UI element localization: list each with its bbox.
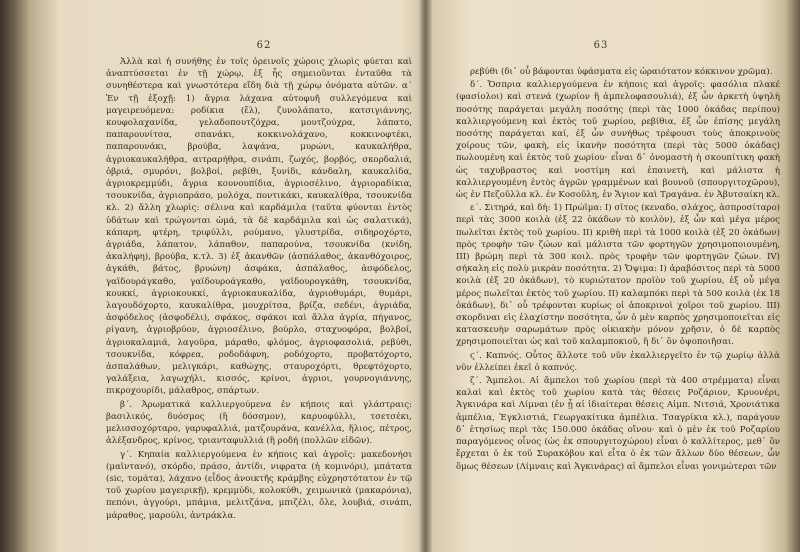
left-page-text: [106, 56, 412, 522]
paragraph: δ΄. Ὄσπρια καλλιεργούμενα ἐν κήποις καὶ ἀγροῖς: φασόλια πλακέ (φασίολοι) καὶ στενά (χωρίον ἢ ἀμπελοφασουλιά), ἐξ ὧν ἀρκετὴ ὑψηλὴ ποσότης παράγεται μεγάλη ποσότης (περὶ τὰς 1000 ὀκάδας περίπου) καλλιεργούμενη καὶ ἐκτὸς τοῦ χωρίου, ρεβίθια, ἐξ ὧν ἐπίσης μεγάλη ποσότης παράγεται καί, ἐξ ὧν συνήθως τρέφουσι τοὺς ἀποκρινοὺς χοίρους τῶν, φακὴ, εἰς ἱκανὴν ποσότητα (περὶ τὰς 5000 ὀκάδας) πωλουμένη καὶ ἐκτὸς τοῦ χωρίου· εἶναι δ᾽ ὀνομαστὴ ἡ σκουπίτικη φακὴ ὡς ταχυβραστος καὶ νοστίμη καὶ ἐπαινετὴ, καὶ μάλιστα ἡ καλλιεργουμένη ἐντὸς ἀγρῶν γραμμένων καὶ βουνοῦ (σπουργιτοχῶρου), ὡς ἐν Πεζοῦλλα κλ. ἐν Κοσοῦλη, ἐν Ἄγιον καὶ Τραγάνα. ἐν Ἀβυτσαίκη κλ.: [456, 80, 780, 201]
book-spine: [420, 0, 432, 552]
left-page: [40, 0, 420, 552]
right-page-text: [456, 66, 780, 473]
page-number-left: 62: [256, 40, 272, 51]
paragraph: ε΄. Σιτηρά, καὶ δὴ: 1) Πρώϊμα: Ι) σῖτος (κεναδο, σλάχος, ἀσπροσίταρο) περὶ τὰς 3000 κοιλὰ (ἐξ 22 ὀκάδων τὸ κοιλὸν), ἐξ ὧν καὶ μέγα μέρος πωλεῖται ἐκτὸς τοῦ χωρίου. II) κριθὴ περὶ τὰ 1000 κοιλὰ (ἐξ 20 ὀκάδων) πρὸς τροφὴν τῶν ζώων καὶ μάλιστα τῶν φορτηγῶν χρησιμοποιουμένη, III) βρώμη περὶ τὰ 300 κοιλ. πρὸς τροφὴν τῶν φορτηγῶν ζώων. IV) σήκαλη εἰς πολὺ μικρὰν ποσότητα. 2) Ὄψιμα: Ι) ἀραβόσιτος περὶ τὰ 5000 κοιλὰ (ἐξ 20 ὀκάδων), τὸ κυριώτατον προϊὸν τοῦ χωρίου, ἐξ οὗ μέγα μέρος πωλεῖται ἐκτὸς τοῦ χωρίου. II) καλαμπόκι περὶ τὰ 500 κοιλὰ (ἐκ 18 ὀκάδων), δι᾽ οὗ τρέφονται κυρίως οἱ ἀποκρινοὶ χοῖροι τοῦ χωρίου. III) σκορδιναι εἰς ἐλαχίστην ποσότητα, ὧν ὁ μὲν καρπὸς χρησιμοποιεῖται εἰς κατασκευὴν σαρωμάτων πρὸς οἰκιακὴν μόνον χρῆσιν, ὁ δὲ καρπὸς χρησιμοποιεῖται ὡς καὶ τοῦ καλαμποκιοῦ, ἢ δι᾽ ὃν ὀψοποιῆσαι.: [456, 203, 780, 348]
paragraph: ϛ΄. Καπνός. Οὗτος ἄλλοτε τοῦ νῦν ἐκαλλιεργεῖτο ἐν τῷ χωρίῳ ἀλλὰ νῦν ἐλλείπει ἐκεῖ ὁ καπνός.: [456, 350, 780, 373]
paragraph: γ΄. Κηπαία καλλιεργούμενα ἐν κήποις καὶ ἀγροῖς: μακεδονήσι (μαϊντανό), σκόρδο, πράσο, ἀντίδι, νιφρατα (ἡ κομινόρι), μπάτατα (sic, τομάτα), λάχανο (εἶδος ἀνοικτῆς κράμβης εὐχρηστότατον ἐν τῷ τοῦ χωρίου μαγειρικῇ), κρεμμύδι, κολοκύθι, χειμωνικὰ (μακαρόνια), πεπόνι, ἀγγούρι, μπάμια, μελιτζάνα, μπιζέλι, ὄλε, λουβιά, σινάπι, μάραθος, μαρούλι, ἀντράκλα.: [106, 449, 412, 521]
paragraph: ζ΄. Ἄμπελοι. Αἱ ἄμπελοι τοῦ χωρίου (περὶ τὰ 400 στρέμματα) εἶναι καλαὶ καὶ ἐκτὸς τοῦ χωρίου κατὰ τὰς θέσεις Ροζάριον, Κρυονέρι, Ἀγκινάρα καὶ Λίμναι (ἐν ᾗ αἱ ἰδιαίτεραι θέσεις Αἰμπ. Νιτσιά, Χρονιάτικα ἀμπέλια, Ἐγκλιστιά, Γεωργακίτικα ἀμπέλια. Τσαγρίκια κλ.), παράγουν δ᾽ ἐτησίως περὶ τὰς 150.000 ὀκάδας οἴνου· καὶ ὁ μὲν ἐκ τοῦ Ροζαρίου παραγόμενος οἶνος (ὡς ἐκ σπουργιτοχώρου) εἶναι ὁ καλλίτερος, μεθ᾽ ὃν ἔρχεται ὁ ἐκ τοῦ Συρακόβου καὶ εἶτα ὁ ἐκ τῶν ἄλλων δύο θέσεων, ὧν ὅμως θέσεων (Λίμναις καὶ Ἀγκινάρας) αἱ ἄμπελοι εἶναι γονιμώτεραι τῶν: [456, 376, 780, 472]
right-page: [432, 0, 790, 552]
page-number-right: 63: [593, 40, 609, 51]
paragraph: β΄. Ἀρωματικά καλλιεργούμενα ἐν κήποις καὶ γλάστραις: βασιλικός, δυόσμος (ἢ δόσσμον), καρυοφύλλι, τσετσέκι, μελισσοχόρταρο, γαρυφαλλιά, ματζουράνα, κανέλλα, ἥλιος, πέτρος, ἀλέξανδρος, κρίνος, τριανταφυλλιά (ἢ ροδή (πολλῶν εἰδῶν).: [106, 399, 412, 447]
paragraph: Ἀλλὰ καὶ ἡ συνήθης ἐν τοῖς ὀρεινοῖς χώροις χλωρὶς φύεται καὶ ἀναπτύσσεται ἐν τῇ χώρῳ, ἐξ ἧς σημειοῦνται ἐνταῦθα τὰ συνηθέστερα καὶ γνωστότερα εἴδη διὰ τῇ χώρῳ ὀνόματα αὐτῶν. α΄ Ἐν τῇ ἐξοχῇ: 1) ἄγρια λάχανα αὐτοφυῆ συλλεγόμενα καὶ μαγειρευόμενα: ροδίκια (ἔλ), ζυνολάπατο, κατσιγιάννης, κουφολαχανίδα, γελαδοπουτζόχρα, μουτζούχρα, λάπατο, παπαρουνίτσα, σπανάκι, κοκκινολάχανο, κοκκινοφτέκι, παπαρουνάκι, βρούβα, λαψάνα, μυρώνι, καυκαλήθρα, ἀγριοκαυκαλήθρα, αιτραρήθρα, σινάπι, ζωχός, βορβός, σκορδαλιά, ὀβριά, σμυρόνι, βολβοί, ρεβίθι, ξυνίδι, κάνδαλη, καυκαλίδα, ἀγριοκρεμμύδι, ἄγρια κουνουπίδια, ἀγριοσέλινο, ἀγριοραδίκια, τσουκνίδα, ἀγριοπράσο, μολόχα, ποντικάκι, καυκαλίθρα, τσουκνίδα κλ. 2) ἄλλη χλωρὶς: σέλινα καὶ καρδάμιλα (ταῦτα φύονται ἐντὸς ὑδάτων καὶ τρώγονται ὠμά, τὰ δὲ καρδάμιλα καὶ ὡς σαλατικά), κάπαρη, φτέρη, τριφύλλι, ρούμανο, γλυστρίδα, σιδηροχόρτο, ἀγριάδα, λάπατον, λάπαθον, παπαρούνα, τσουκνίδα (κνίδη, ἀκαλήφη), βρούβα, κ.τλ. 3) ἐξ ἀκανθῶν (ἀσπάλαθος, ἀκανθόχοιρος, ἀγκάθι, βάτος, βρυώνη) ἀσφάκα, ἀσπάλαθος, ἀσφόδελος, γαϊδουράγκαθο, γαϊδουροάγκαθο, γαϊδουρογκάθη, τσουκνίδα, κουκκί, ἀγριοκουκκί, ἀγριοκαυκαλίδα, ἀγριοθυμάρι, θυμάρι, λαγουδόχορτο, καυκαλίθρα, μουχρίτσα, βρίζα, σεδένι, ἀγριάδα, ἀσφόδελος (ἀσφοδέλι), σφάκος, σφάκοι καὶ ἄλλα ἀγρία, πήγανος, ρίγανη, ἀγριοβρύον, ἀγριοσέλινο, βούρλο, σταχυοφόρα, βολβοί, ἀγριοκαλαμιά, λαγοῦρα, μάραθο, φλόμος, ἀγριοφασολιά, ρεβύθι, τσουκνίδα, κόφρεα, ροδοδάφνη, ροδόχορτο, προβατόχορτο, ἀσπαλάθων, μελιγκάρι, καθώχης, σταυροχόρτι, θρεφτόχορτο, γαλάξεια, λαγωχήλι, κισσός, κρίνοι, ἀγριοι, γουρνογιάννης, πικροχουρίδι, μάλαθρος, σπάρτων.: [106, 57, 412, 397]
paragraph: ρεβύθι (δι᾽ οὗ βάφονται ὑφάσματα εἰς ὡραιότατον κόκκινον χρῶμα).: [470, 67, 773, 77]
